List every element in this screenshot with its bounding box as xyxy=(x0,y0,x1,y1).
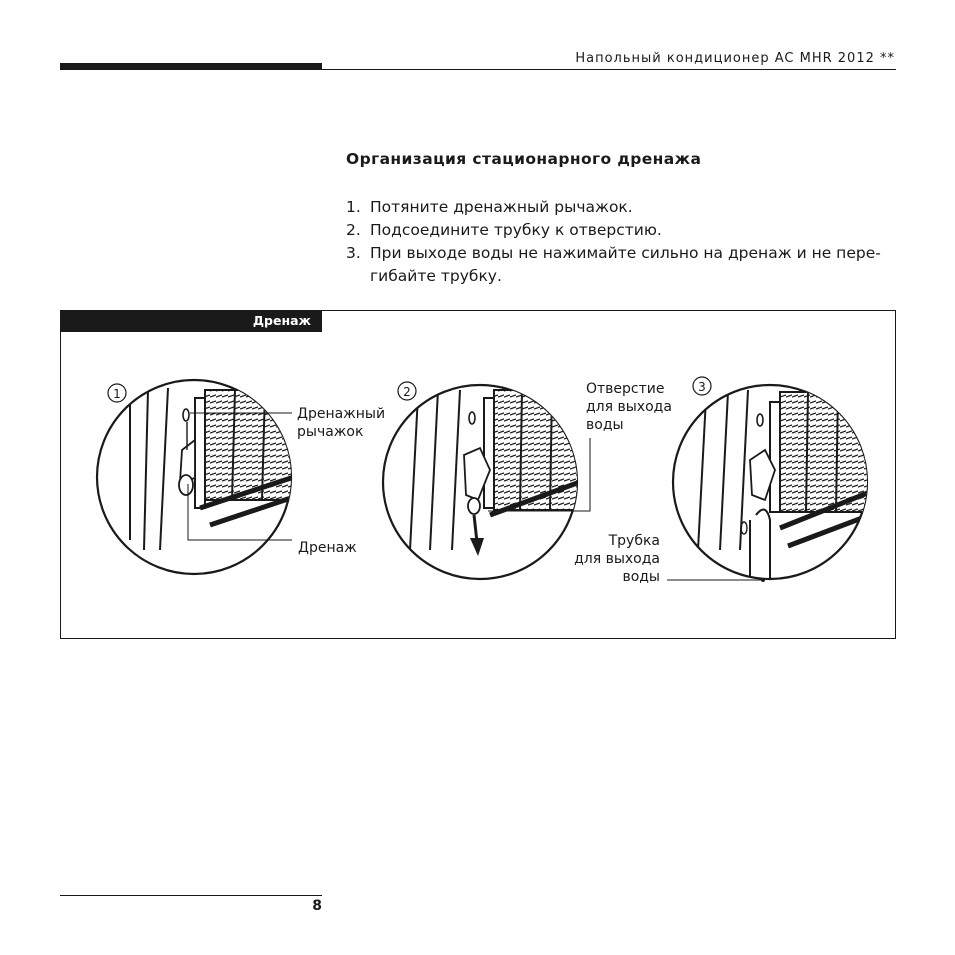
drainage-illustration xyxy=(60,310,896,639)
label-line: воды xyxy=(586,417,624,433)
step-1-badge xyxy=(108,384,126,402)
label-drain: Дренаж xyxy=(298,540,357,556)
list-item xyxy=(346,196,896,219)
label-drain-lever xyxy=(297,405,385,441)
page-number: 8 xyxy=(312,898,322,914)
label-line: Трубка xyxy=(608,533,660,549)
label-water-outlet xyxy=(586,380,672,434)
step-text: Потяните дренажный рычажок. xyxy=(370,198,633,216)
label-line: Дренажный xyxy=(297,406,386,422)
step-text: Подсоедините трубку к отверстию. xyxy=(370,221,662,239)
step-number: 1. xyxy=(346,198,361,216)
footer-rule xyxy=(60,895,322,896)
step-number: 2. xyxy=(346,221,361,239)
step-2-number: 2 xyxy=(403,385,411,399)
instruction-steps xyxy=(346,196,896,288)
document-header-title: Напольный кондиционер AC MHR 2012 ** xyxy=(575,51,895,66)
step-3-number: 3 xyxy=(698,380,706,394)
label-line: для выхода xyxy=(574,551,660,567)
step-2-badge xyxy=(398,382,416,400)
figure-tab-label: Дренаж xyxy=(60,310,322,332)
list-item xyxy=(346,219,896,242)
step-text: При выходе воды не нажимайте сильно на дренаж и не пере-гибайте трубку. xyxy=(370,244,881,285)
list-item xyxy=(346,242,896,288)
step-number: 3. xyxy=(346,244,361,262)
label-water-tube xyxy=(574,532,660,586)
label-line: для выхода xyxy=(586,399,672,415)
step-3-badge xyxy=(693,377,711,395)
detail-2-unit xyxy=(383,385,584,579)
label-line: Отверстие xyxy=(586,381,665,397)
tube-marker-dot xyxy=(761,578,765,582)
header-rule xyxy=(60,69,896,70)
section-title: Организация стационарного дренажа xyxy=(346,150,702,168)
label-line: воды xyxy=(622,569,660,585)
label-line: рычажок xyxy=(297,424,364,440)
step-1-number: 1 xyxy=(113,387,121,401)
detail-1-unit xyxy=(97,380,300,574)
detail-3-unit xyxy=(673,385,870,610)
